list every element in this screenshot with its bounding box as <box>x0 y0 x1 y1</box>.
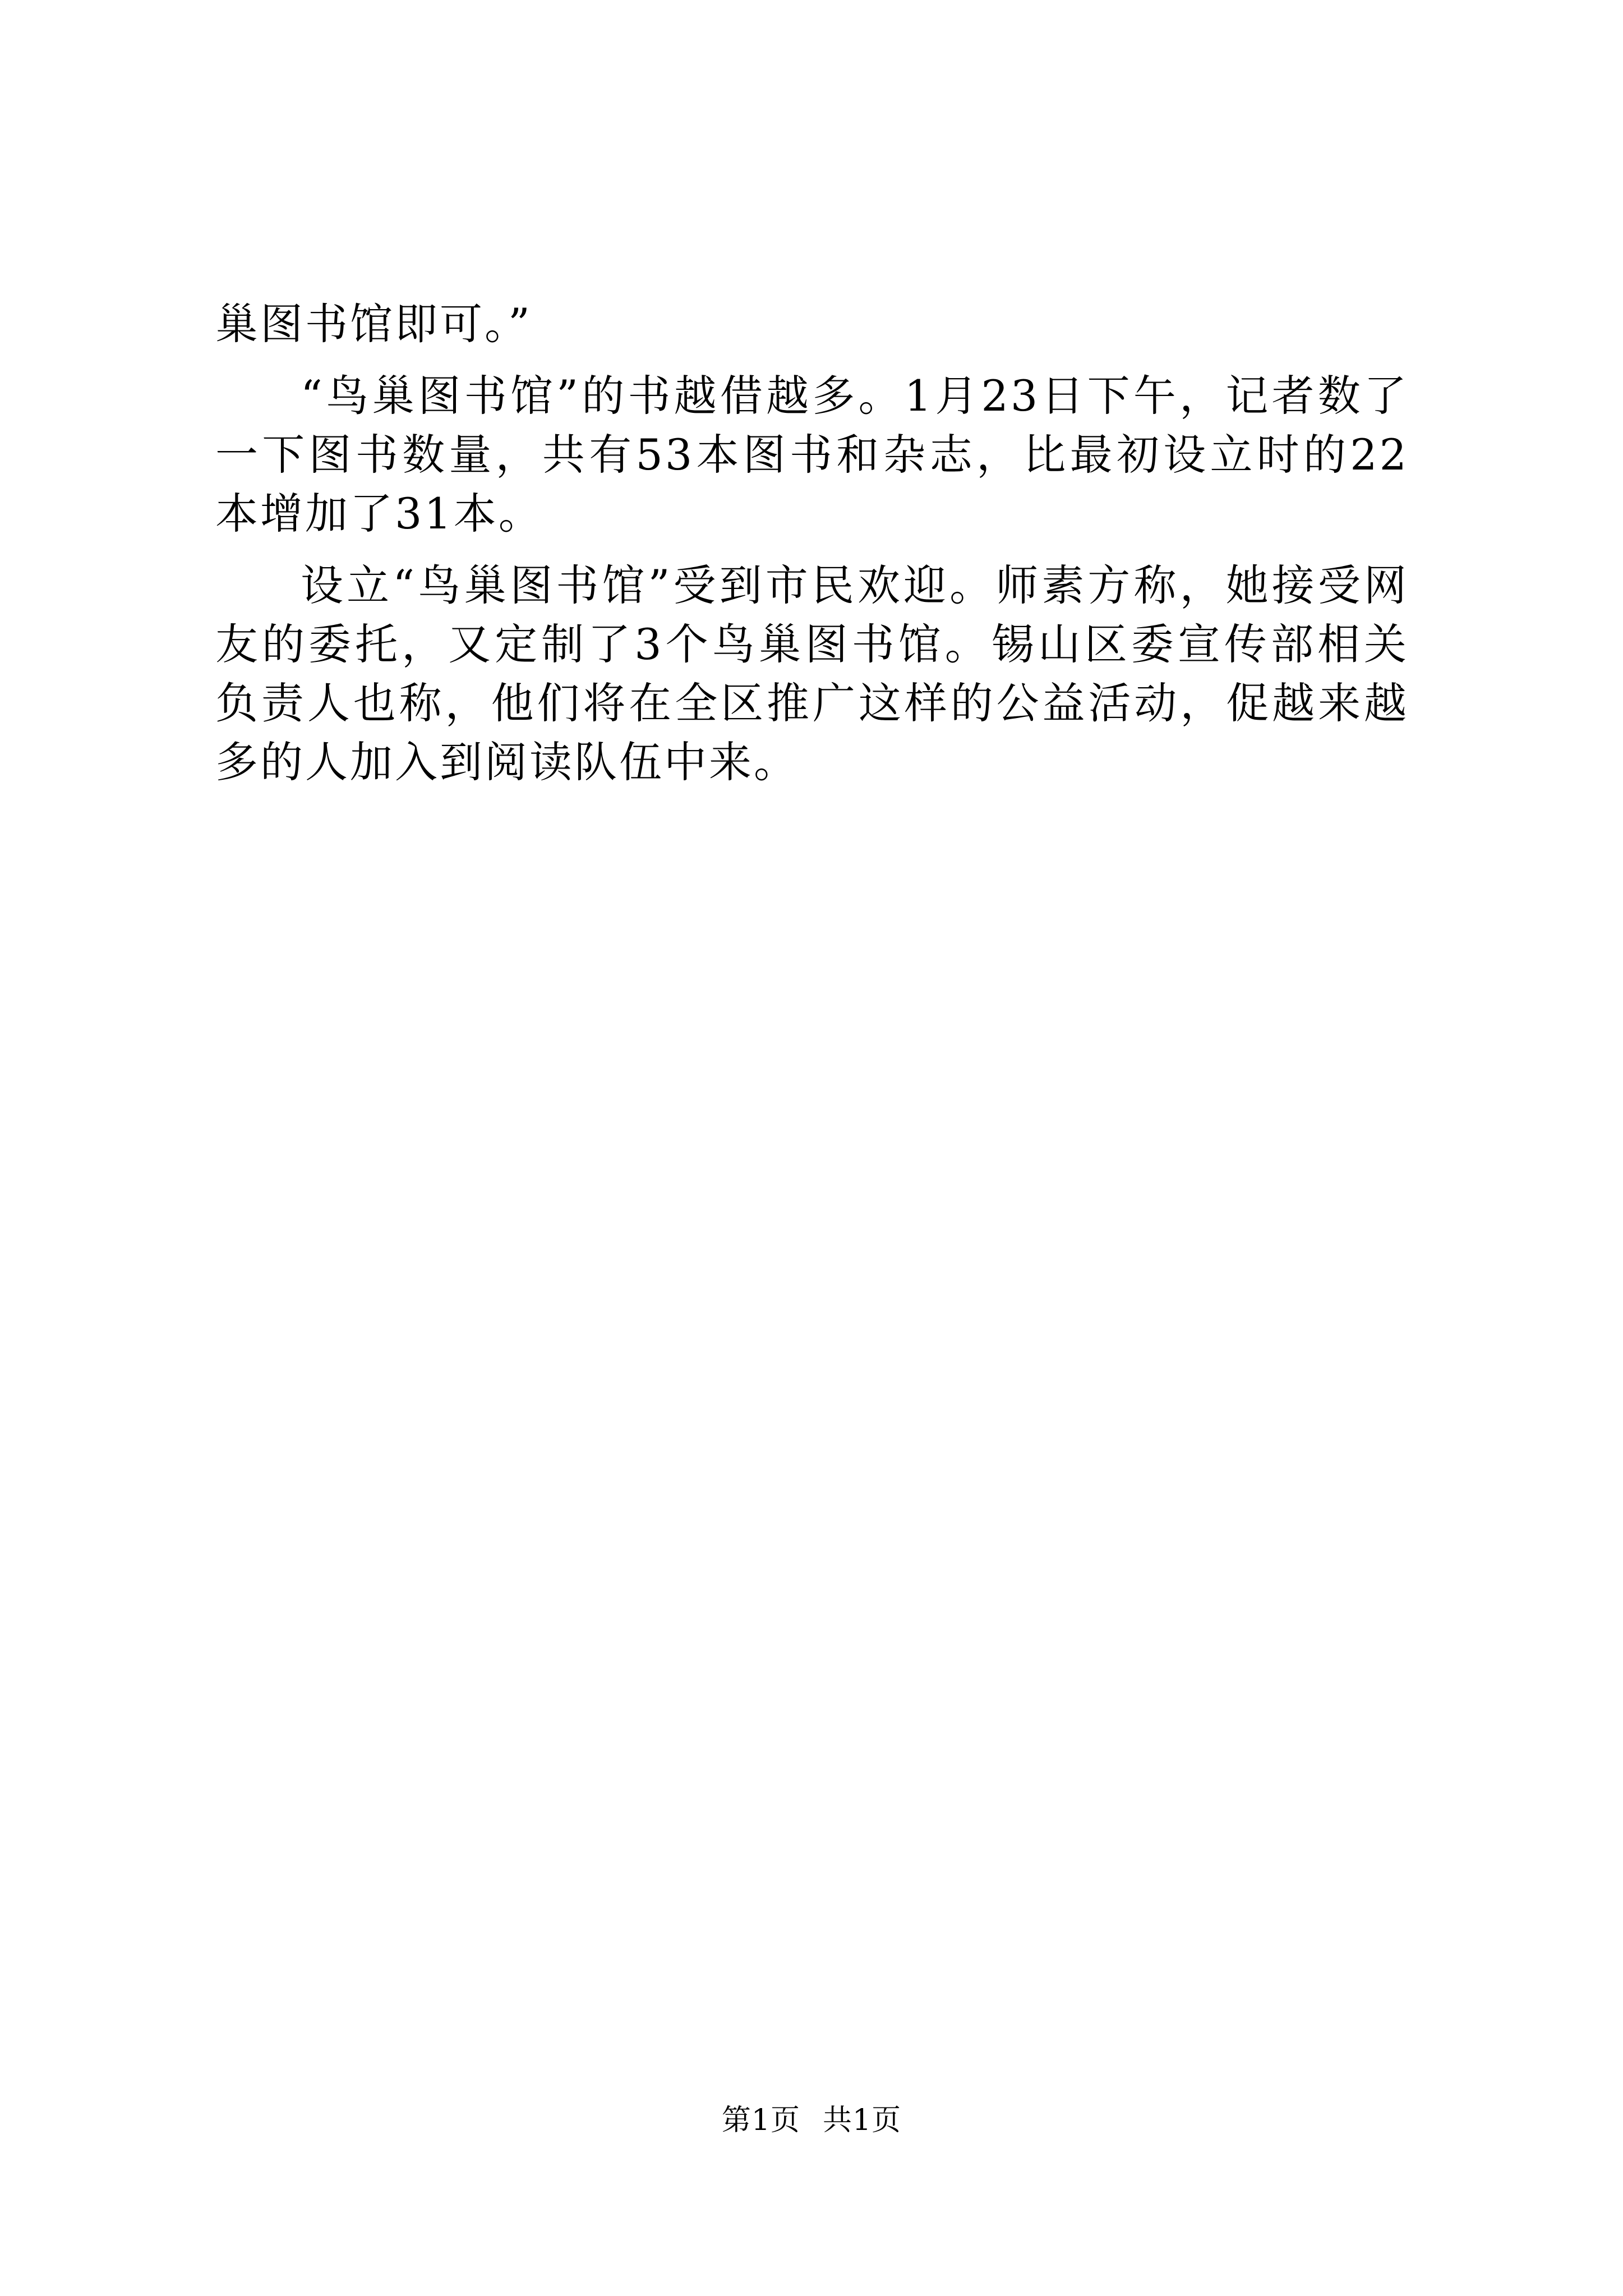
page-total: 共1页 <box>823 2104 902 2137</box>
page-footer <box>0 2101 1623 2140</box>
paragraph-continuation: 巢图书馆即可。” <box>215 299 532 349</box>
paragraph-book-count: “鸟巢图书馆”的书越借越多。1月23日下午，记者数了一下图书数量，共有53本图书和杂志，比最初设立时的22本增加了31本。 <box>215 371 1409 539</box>
page-number: 第1页 <box>721 2104 800 2137</box>
paragraph-public-response: 设立“鸟巢图书馆”受到市民欢迎。师素方称，她接受网友的委托，又定制了3个鸟巢图书馆。锡山区委宣传部相关负责人也称，他们将在全区推广这样的公益活动，促越来越多的人加入到阅读队伍中来。 <box>215 560 1409 787</box>
document-body <box>215 295 1409 792</box>
